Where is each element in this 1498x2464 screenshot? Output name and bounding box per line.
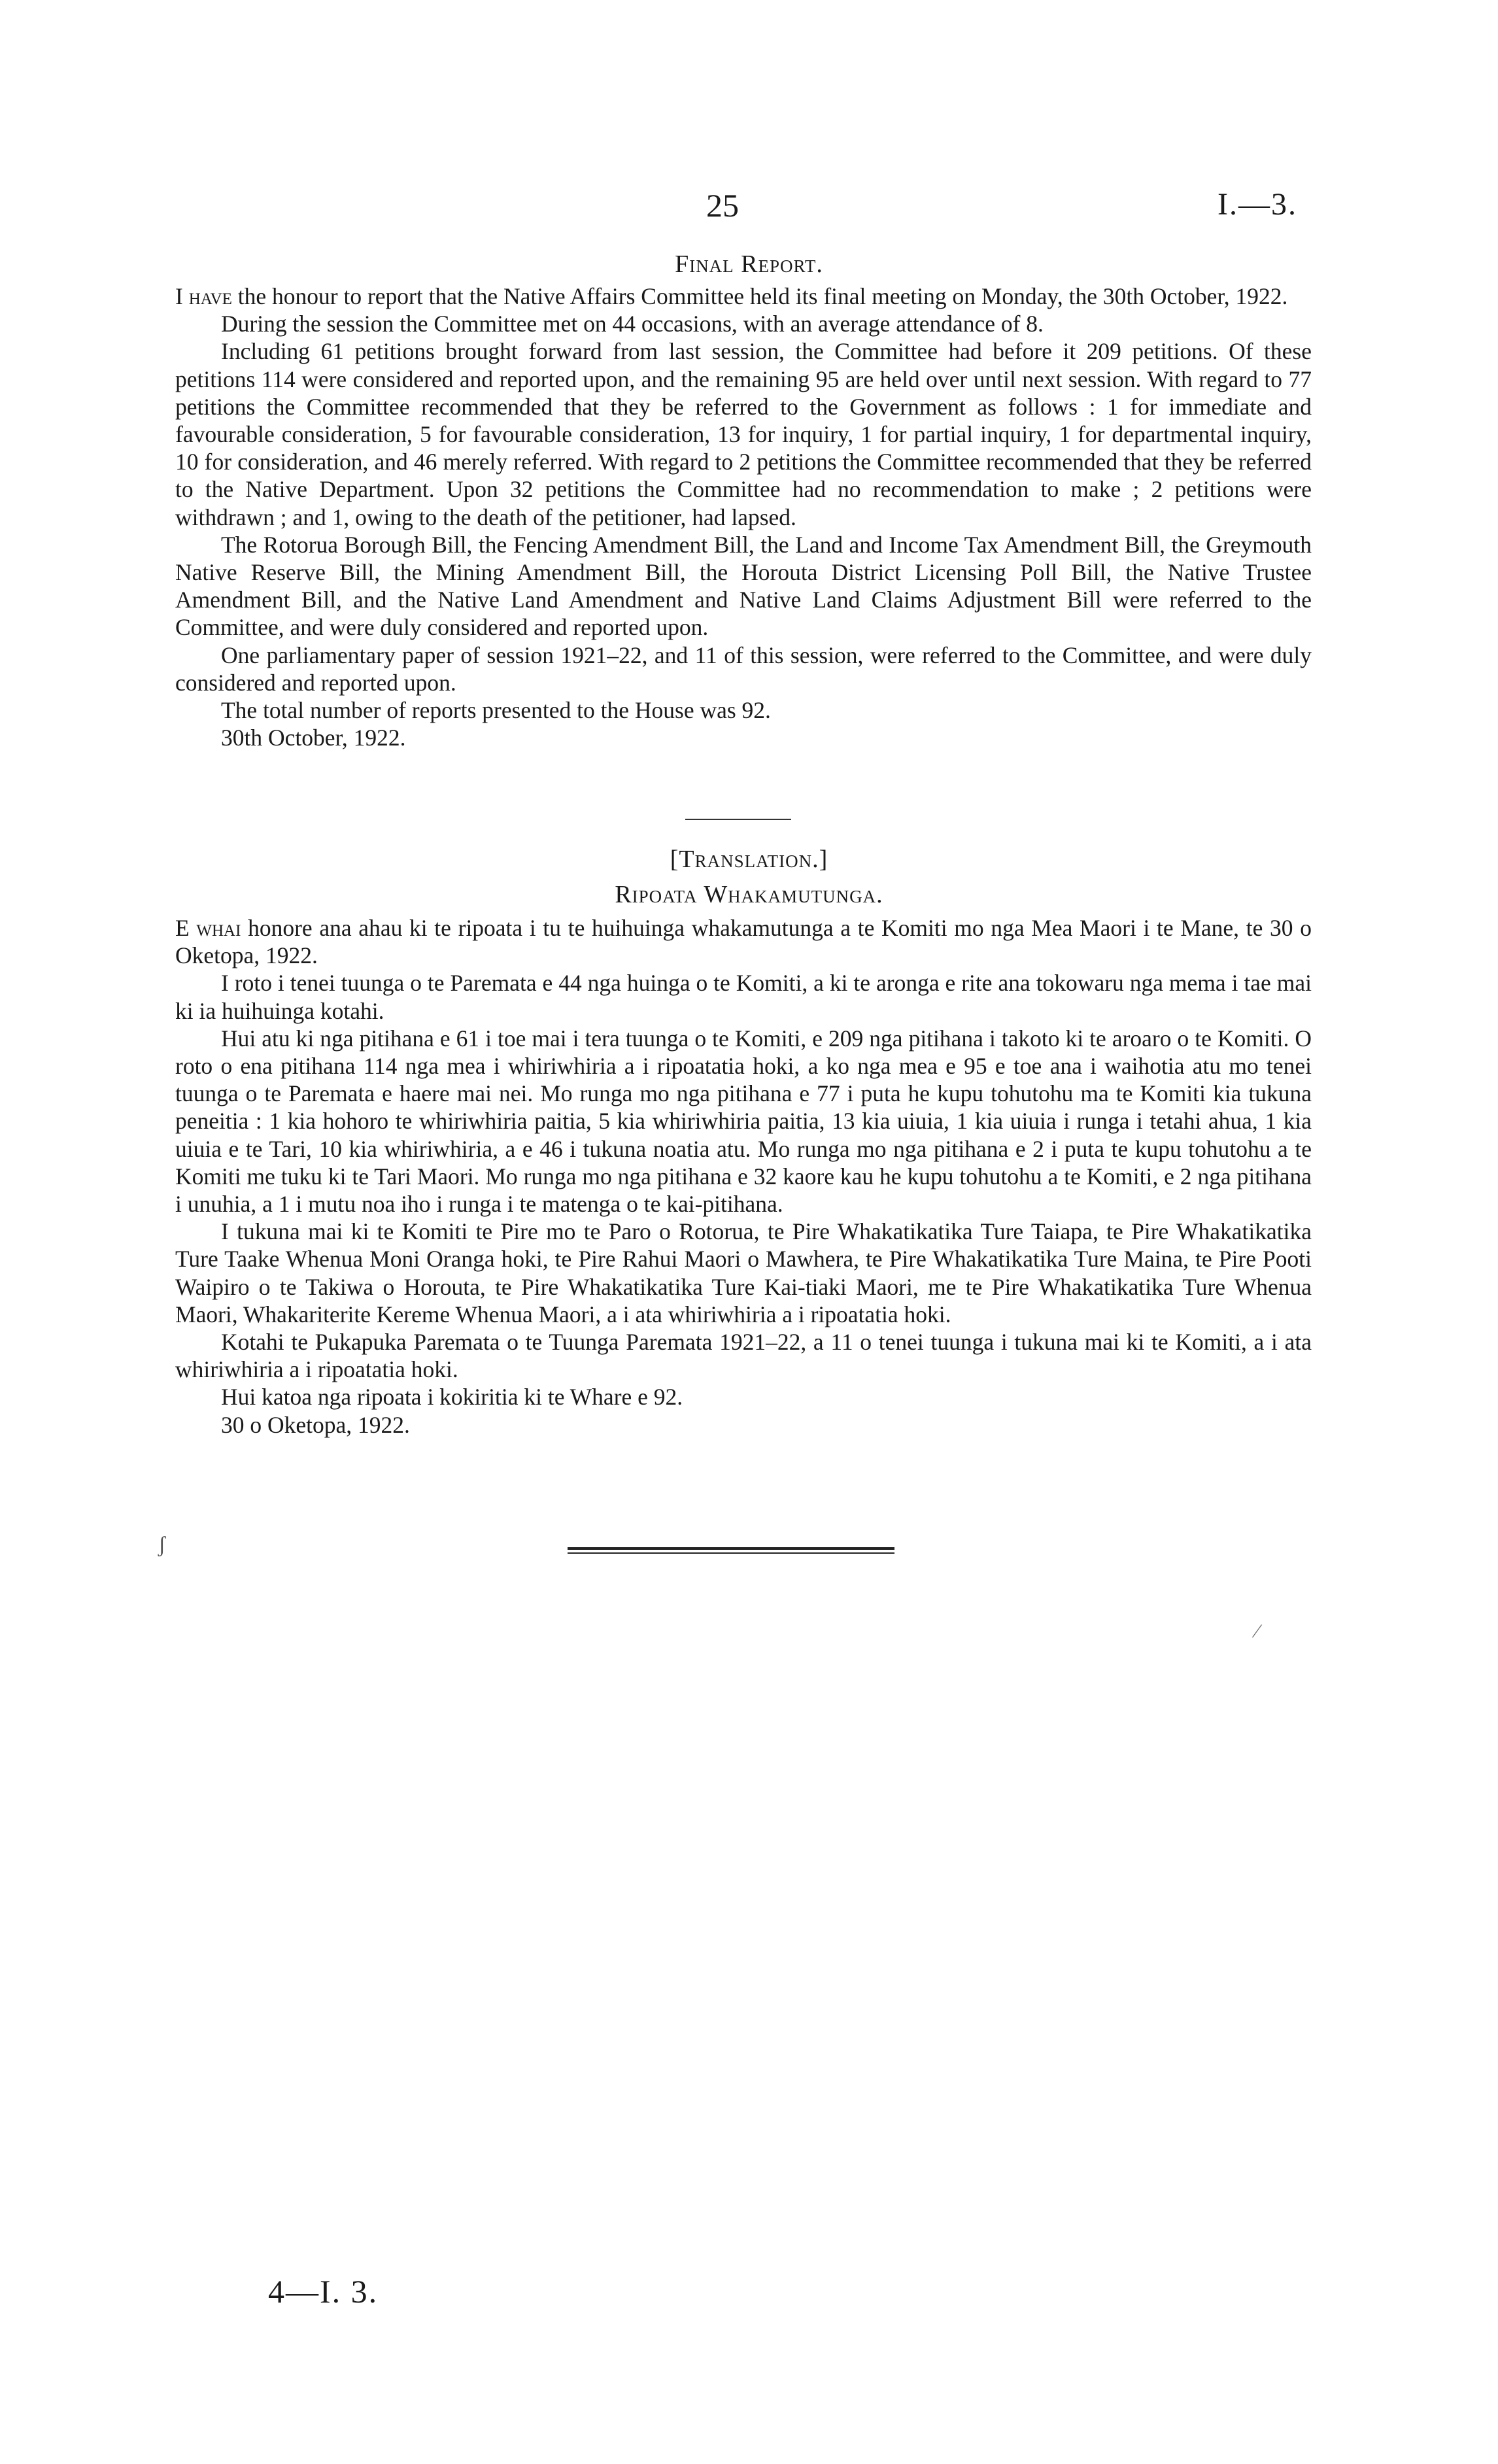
maori-date: 30 o Oketopa, 1922. bbox=[221, 1411, 410, 1438]
maori-paragraph-1-text: honore ana ahau ki te ripoata i tu te huihuinga whakamutunga a te Komiti mo nga Mea Maori i te Mane, te 30 o Oketopa, 1922. bbox=[175, 915, 1312, 969]
page-number: 25 bbox=[706, 187, 739, 224]
scan-mark-left: ʃ bbox=[158, 1533, 166, 1557]
end-rule-thin bbox=[568, 1552, 894, 1554]
english-date: 30th October, 1922. bbox=[221, 725, 406, 751]
maori-paragraph-5: Kotahi te Pukapuka Paremata o te Tuunga Paremata 1921–22, a 11 o tenei tuunga i tukuna mai ki te Komiti, a i ata whiriwhiria a i ripoatatia hoki. bbox=[175, 1329, 1312, 1383]
english-paragraph-5: One parliamentary paper of session 1921–22, and 11 of this session, were referred to the Committee, and were duly considered and reported upon. bbox=[175, 642, 1312, 696]
section-divider bbox=[685, 819, 791, 820]
english-paragraph-4: The Rotorua Borough Bill, the Fencing Amendment Bill, the Land and Income Tax Amendment Bill, the Greymouth Native Reserve Bill, the Mining Amendment Bill, the Horouta District Licensing Poll Bill, the Native Trustee Amendment Bill, and the Native Land Amendment and Native Land Claims Adjustment Bill were referred to the Committee, and were duly considered and reported upon. bbox=[175, 531, 1312, 641]
english-paragraph-1 bbox=[175, 282, 1312, 310]
maori-paragraph-4: I tukuna mai ki te Komiti te Pire mo te Paro o Rotorua, te Pire Whakatikatika Ture Taiapa, te Pire Whakatikatika Ture Taake Whenua Moni Oranga hoki, te Pire Rahui Maori o Mawhera, te Pire Whakatikatika Ture Maina, te Pire Pooti Waipiro o te Takiwa o Horouta, te Pire Whakatikatika Ture Kai-tiaki Maori, me te Pire Whakatikatika Ture Whenua Maori, Whakariterite Kereme Whenua Maori, a i ata whiriwhiria a i ripoatatia hoki. bbox=[175, 1218, 1312, 1327]
maori-paragraph-1 bbox=[175, 914, 1312, 969]
english-paragraph-2: During the session the Committee met on 44 occasions, with an average attendance of 8. bbox=[221, 311, 1044, 337]
scan-mark-right: ⁄ bbox=[1255, 1620, 1259, 1642]
english-lead-words: I have bbox=[175, 283, 232, 309]
english-report bbox=[175, 282, 1312, 751]
footer-reference: 4—I. 3. bbox=[268, 2273, 379, 2310]
maori-paragraph-6: Hui katoa nga ripoata i kokiritia ki te Whare e 92. bbox=[221, 1384, 683, 1411]
english-paragraph-1-text: the honour to report that the Native Affairs Committee held its final meeting on Monday, the 30th October, 1922. bbox=[231, 283, 1288, 309]
maori-paragraph-3: Hui atu ki nga pitihana e 61 i toe mai i tera tuunga o te Komiti, e 209 nga pitihana i takoto ki te aroaro o te Komiti. O roto o ena pitihana 114 nga mea i whiriwhiria a i ripoatatia hoki, a ko nga mea e 95 e toe ana i waihotia atu mo tenei tuunga o te Paremata e haere mai nei. Mo runga mo nga pitihana e 77 i puta he kupu tohutohu ma te Komiti kia tukuna peneitia : 1 kia hohoro te whiriwhiria paitia, 5 kia whiriwhiria paitia, 13 kia uiuia, 1 kia uiuia i runga i tetahi ahua, 1 kia uiuia e te Tari, 10 kia whiriwhiria, a e 46 i tukuna noatia atu. Mo runga mo nga pitihana e 2 i puta te kupu tohutohu a te Komiti me tuku ki te Tari Maori. Mo runga mo nga pitihana e 32 kaore kau he kupu tohutohu a te Komiti, e 2 nga pitihana i unuhia, a 1 i mutu noa iho i runga i te matenga o te kai-pitihana. bbox=[175, 1025, 1312, 1218]
maori-title: Ripoata Whakamutunga. bbox=[615, 881, 883, 908]
page-reference: I.—3. bbox=[1217, 187, 1297, 222]
translation-label: [Translation.] bbox=[670, 846, 828, 873]
maori-lead-words: E whai bbox=[175, 915, 241, 941]
english-paragraph-3: Including 61 petitions brought forward from last session, the Committee had before it 209 petitions. Of these petitions 114 were considered and reported upon, and the remaining 95 are held over until next session. With regard to 77 petitions the Committee recommended that they be referred to the Government as follows : 1 for immediate and favourable consideration, 5 for favourable consideration, 13 for inquiry, 1 for partial inquiry, 1 for departmental inquiry, 10 for consideration, and 46 merely referred. With regard to 2 petitions the Committee recommended that they be referred to the Native Department. Upon 32 petitions the Committee had no recommendation to make ; 2 petitions were withdrawn ; and 1, owing to the death of the petitioner, had lapsed. bbox=[175, 338, 1312, 530]
english-paragraph-6: The total number of reports presented to the House was 92. bbox=[221, 697, 771, 724]
maori-report bbox=[175, 914, 1312, 1439]
english-title: Final Report. bbox=[675, 250, 823, 278]
maori-paragraph-2: I roto i tenei tuunga o te Paremata e 44 nga huinga o te Komiti, a ki te aronga e rite ana tokowaru nga mema i tae mai ki ia huihuinga kotahi. bbox=[175, 970, 1312, 1024]
end-rule-thick bbox=[568, 1547, 894, 1550]
